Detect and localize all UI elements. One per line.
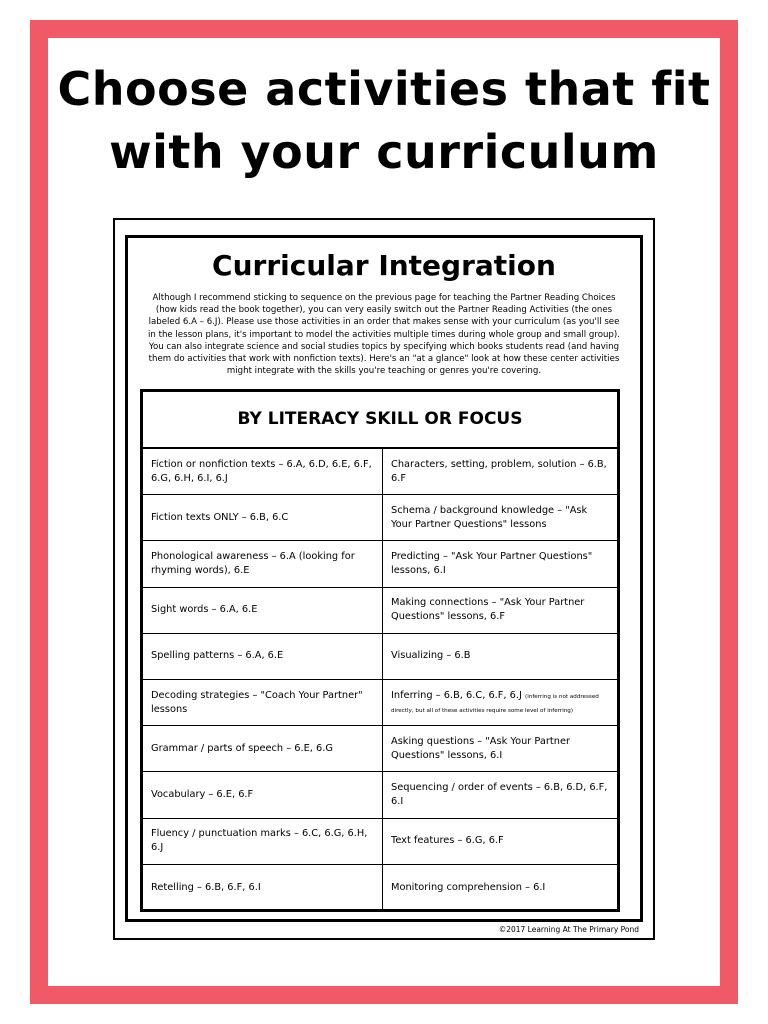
cell-text: Retelling – 6.B, 6.F, 6.I — [151, 881, 261, 893]
cell-text: Fiction or nonfiction texts – 6.A, 6.D, 6.E, 6.F, 6.G, 6.H, 6.I, 6.J — [151, 458, 372, 484]
table-cell-focus — [383, 680, 617, 726]
cell-text: Characters, setting, problem, solution – 6.B, 6.F — [391, 458, 607, 484]
table-cell-focus — [383, 865, 617, 911]
table-cell-skill — [143, 772, 383, 818]
table-cell-focus — [383, 819, 617, 865]
worksheet-inner-border — [125, 235, 643, 922]
cell-note: (inferring is not addressed directly, but all of these activities require some level of inferring) — [391, 693, 599, 714]
cell-content — [391, 781, 609, 809]
cell-content — [391, 550, 609, 578]
intro-paragraph: Although I recommend sticking to sequence on the previous page for teaching the Partner Reading Choices (how kids read the book together), you can very easily switch out the Partner Reading Activities (the ones labeled 6.A – 6.J). Please use those activities in an order that makes sense with your curriculum (as you'll see in the lesson plans, it's important to model the activities multiple times during whole group and small group). You can also integrate science and social studies topics by specifying which books students read (and having them do activities that work with nonfiction texts). Here's an "at a glance" look at how these center activities might integrate with the skills you're teaching or genres you're covering. — [148, 293, 620, 377]
table-cell-skill — [143, 726, 383, 772]
sheet-title: Curricular Integration — [212, 249, 556, 282]
cell-text: Fiction texts ONLY – 6.B, 6.C — [151, 511, 289, 523]
headline: Choose activities that fit with your curriculum — [57, 62, 711, 179]
table-cell-skill — [143, 449, 383, 495]
cell-text: Schema / background knowledge – "Ask Your Partner Questions" lessons — [391, 504, 588, 530]
table-cell-skill — [143, 819, 383, 865]
table-cell-focus — [383, 541, 617, 587]
table-cell-skill — [143, 541, 383, 587]
worksheet-page — [113, 218, 655, 940]
cell-content — [391, 649, 470, 663]
table-cell-skill — [143, 588, 383, 634]
cell-text: Spelling patterns – 6.A, 6.E — [151, 650, 284, 662]
cell-text: Phonological awareness – 6.A (looking for rhyming words), 6.E — [151, 550, 355, 576]
table-cell-focus — [383, 588, 617, 634]
table-cell-skill — [143, 680, 383, 726]
table-cell-focus — [383, 726, 617, 772]
cell-content — [391, 504, 609, 532]
skills-table — [140, 389, 620, 912]
table-cell-skill — [143, 495, 383, 541]
cell-text: Asking questions – "Ask Your Partner Questions" lessons, 6.I — [391, 735, 571, 761]
cell-text: Monitoring comprehension – 6.I — [391, 881, 546, 893]
cell-text: Vocabulary – 6.E, 6.F — [151, 788, 254, 800]
table-cell-skill — [143, 634, 383, 680]
cell-text: Fluency / punctuation marks – 6.C, 6.G, 6.H, 6.J — [151, 828, 368, 854]
table-title: BY LITERACY SKILL OR FOCUS — [143, 392, 617, 449]
cell-content — [391, 881, 545, 895]
table-cell-focus — [383, 772, 617, 818]
copyright-text: ©2017 Learning At The Primary Pond — [498, 925, 639, 934]
skills-grid — [143, 449, 617, 911]
cell-text: Sequencing / order of events – 6.B, 6.D, 6.F, 6.I — [391, 781, 608, 807]
cell-text: Text features – 6.G, 6.F — [391, 835, 504, 847]
cell-content — [391, 689, 609, 717]
table-cell-focus — [383, 495, 617, 541]
cell-content — [391, 596, 609, 624]
cell-content — [391, 834, 504, 848]
cell-content — [391, 458, 609, 486]
table-cell-focus — [383, 449, 617, 495]
cell-text: Grammar / parts of speech – 6.E, 6.G — [151, 742, 333, 754]
cell-text: Sight words – 6.A, 6.E — [151, 604, 258, 616]
cell-text: Inferring – 6.B, 6.C, 6.F, 6.J — [391, 689, 522, 701]
cell-text: Visualizing – 6.B — [391, 650, 471, 662]
cell-text: Decoding strategies – "Coach Your Partner" lessons — [151, 689, 363, 715]
table-cell-focus — [383, 634, 617, 680]
cell-content — [391, 735, 609, 763]
cell-text: Predicting – "Ask Your Partner Questions" lessons, 6.I — [391, 550, 593, 576]
table-cell-skill — [143, 865, 383, 911]
cell-text: Making connections – "Ask Your Partner Questions" lessons, 6.F — [391, 597, 585, 623]
